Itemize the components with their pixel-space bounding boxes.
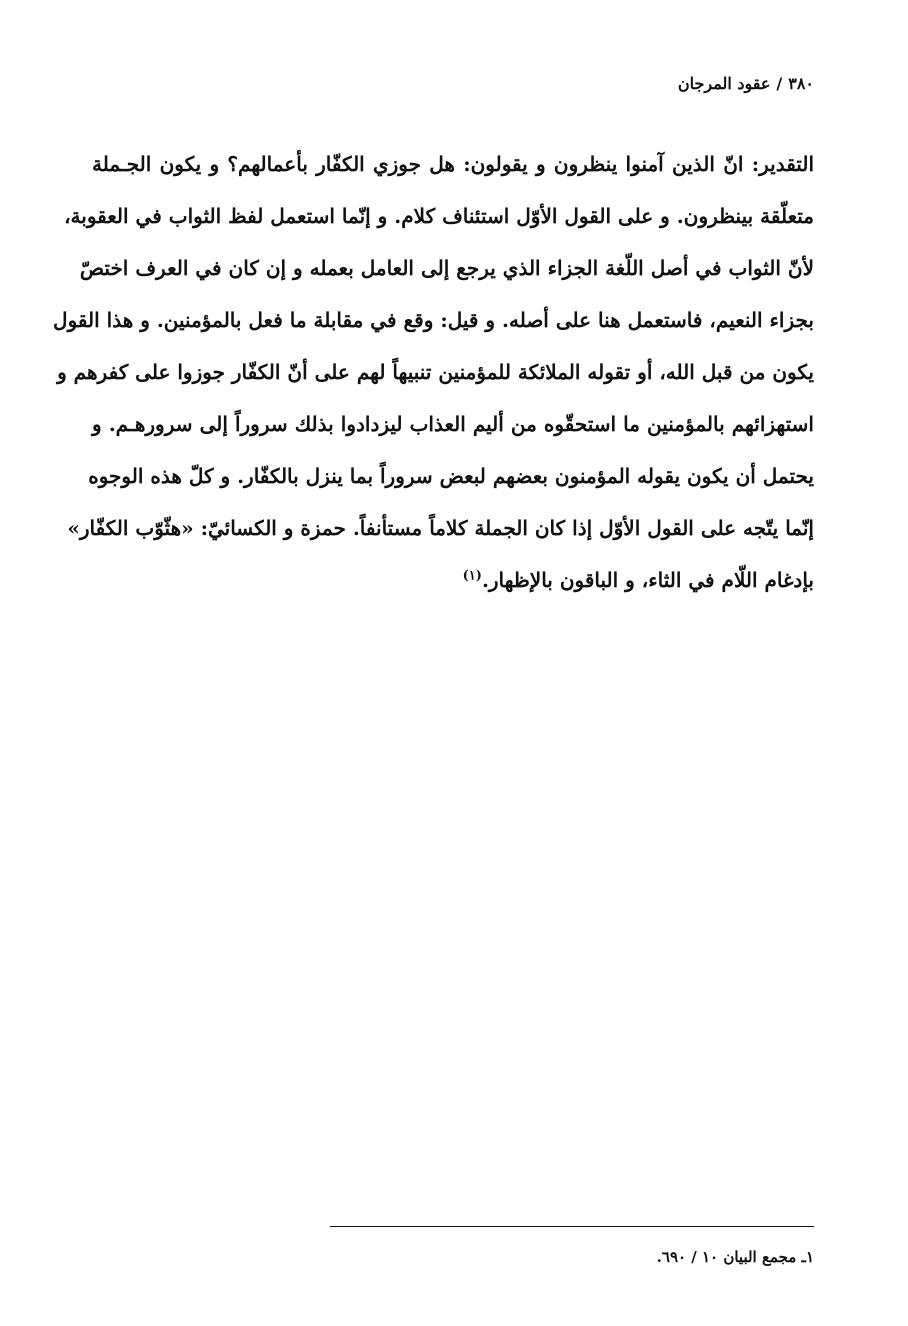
text-line: التقدير: انّ الذين آمنوا ينظرون و يقولون: هل جوزي الكفّار بأعمالهم؟ و يكون الجـملة xyxy=(92,152,814,176)
text-line: بجزاء النعيم، فاستعمل هنا على أصله. و قيل: وقع في مقابلة ما فعل بالمؤمنين. و هذا القول xyxy=(53,308,814,332)
text-line: إنّما يتّجه على القول الأوّل إذا كان الجملة كلاماً مستأنفاً. حمزة و الكسائيّ: «هثّوّب الكفّار» xyxy=(67,516,814,540)
text-line: يحتمل أن يكون يقوله المؤمنون بعضهم لبعض سروراً بما ينزل بالكفّار. و كلّ هذه الوجوه xyxy=(88,464,814,488)
footnote: ١ـ مجمع البيان ١٠ / ٦٩٠. xyxy=(656,1248,814,1266)
footnote-reference: (١) xyxy=(462,568,482,584)
header-separator: / xyxy=(776,74,783,93)
last-line-text: بإدغام اللّام في الثاء، و الباقون بالإظهار. xyxy=(481,568,814,592)
main-text-block xyxy=(53,138,814,606)
book-title: عقود المرجان xyxy=(677,74,771,93)
text-line: متعلّقة بينظرون. و على القول الأوّل استئناف كلام. و إنّما استعمل لفظ الثواب في العقوبة، xyxy=(64,204,814,228)
page-number: ٣٨٠ xyxy=(788,74,814,93)
footnote-divider xyxy=(330,1226,814,1227)
text-line-last xyxy=(92,554,814,606)
text-line: لأنّ الثواب في أصل اللّغة الجزاء الذي يرجع إلى العامل بعمله و إن كان في العرف اختصّ xyxy=(79,256,814,280)
running-header xyxy=(678,74,814,93)
text-line: استهزائهم بالمؤمنين ما استحقّوه من أليم العذاب ليزدادوا بذلك سروراً إلى سرورهـم. و xyxy=(92,412,814,436)
text-line: يكون من قبل الله، أو تقوله الملائكة للمؤمنين تنبيهاً لهم على أنّ الكفّار جوزوا على كفرهم و xyxy=(57,360,814,384)
